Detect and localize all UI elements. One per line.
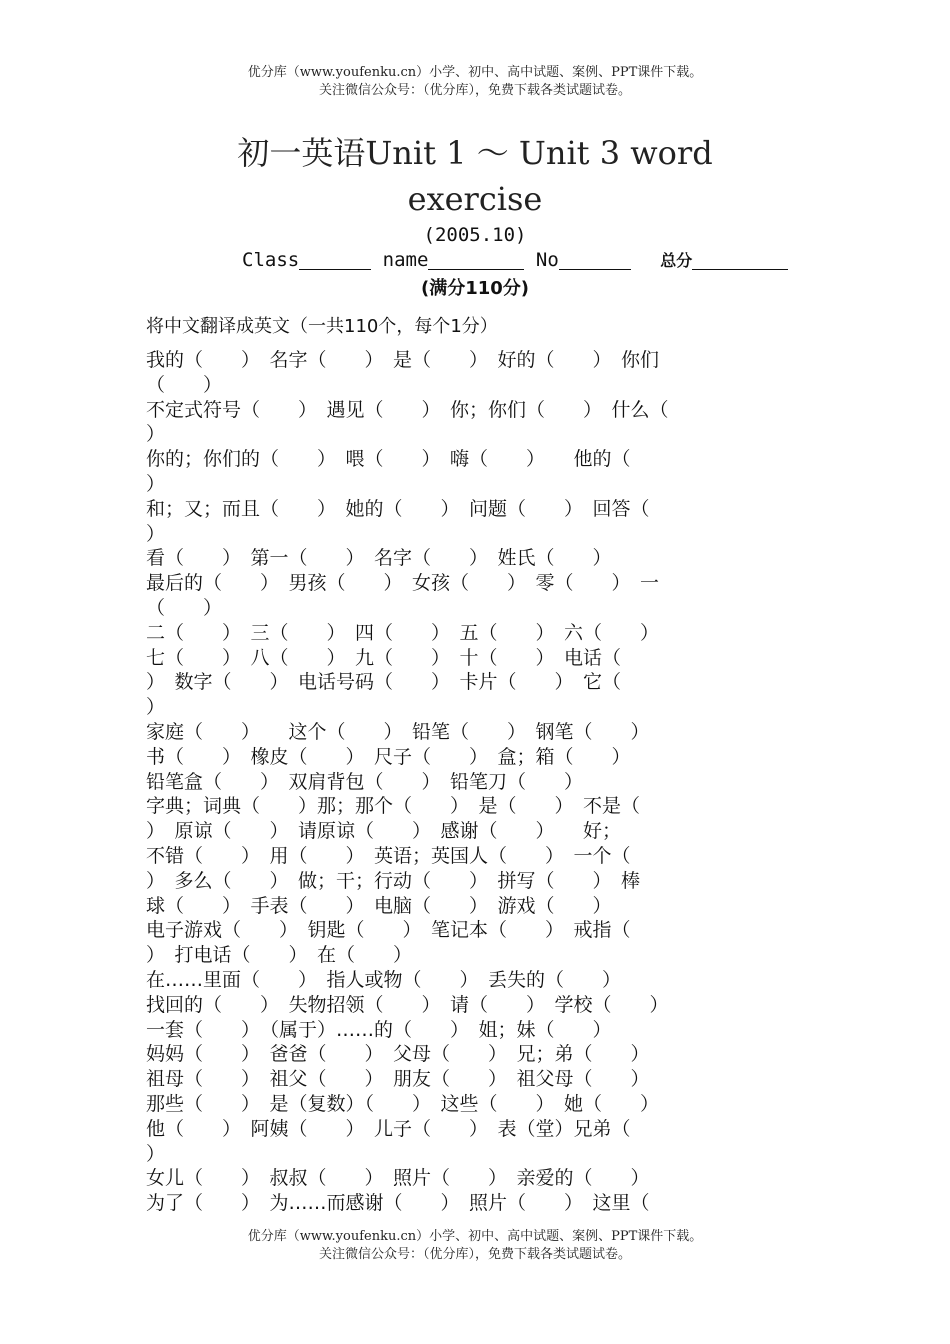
exercise-line[interactable]: 一套（ ） （属于）……的（ ） 姐；妹（ ） xyxy=(146,1018,612,1041)
exercise-line[interactable]: 你的；你们的（ ） 喂（ ） 嗨（ ） 他的（ xyxy=(146,448,631,471)
exercise-line[interactable]: 二（ ） 三（ ） 四（ ） 五（ ） 六（ ） xyxy=(146,621,660,644)
exercise-line[interactable]: ） 打电话（ ） 在（ ） xyxy=(146,944,413,967)
no-blank[interactable] xyxy=(559,249,631,270)
exercise-line[interactable]: 球（ ） 手表（ ） 电脑（ ） 游戏（ ） xyxy=(146,894,612,917)
full-score-note: (满分110分) xyxy=(420,278,530,299)
exercise-line[interactable]: 电子游戏（ ） 钥匙（ ） 笔记本（ ） 戒指（ xyxy=(146,919,631,942)
document-title-line-2: exercise xyxy=(407,180,543,218)
exercise-line[interactable]: ） xyxy=(146,423,166,446)
exercise-line[interactable]: 铅笔盒（ ） 双肩背包（ ） 铅笔刀（ ） xyxy=(146,770,584,793)
student-info-line xyxy=(242,248,812,271)
exercise-line[interactable]: 妈妈（ ） 爸爸（ ） 父母（ ） 兄；弟（ ） xyxy=(146,1043,650,1066)
exercise-line[interactable]: ） 数字（ ） 电话号码（ ） 卡片（ ） 它（ xyxy=(146,671,622,694)
class-blank[interactable] xyxy=(299,249,371,270)
name-label: name xyxy=(382,249,429,271)
exercise-line[interactable]: 祖母（ ） 祖父（ ） 朋友（ ） 祖父母（ ） xyxy=(146,1068,650,1091)
exercise-line[interactable]: 七（ ） 八（ ） 九（ ） 十（ ） 电话（ xyxy=(146,646,622,669)
header-line-2: 关注微信公众号：（优分库），免费下载各类试题试卷。 xyxy=(318,83,631,98)
exercise-line[interactable]: 书（ ） 橡皮（ ） 尺子（ ） 盒；箱（ ） xyxy=(146,745,631,768)
total-score-label: 总分 xyxy=(660,251,693,270)
exercise-body xyxy=(146,348,806,1216)
footer-line-1: 优分库（www.youfenku.cn）小学、初中、高中试题、案例、PPT课件下载。 xyxy=(247,1229,703,1244)
footer-line-2: 关注微信公众号：（优分库），免费下载各类试题试卷。 xyxy=(318,1247,631,1262)
exercise-line[interactable]: 和；又；而且（ ） 她的（ ） 问题（ ） 回答（ xyxy=(146,497,650,520)
exercise-line[interactable]: 不定式符号（ ） 遇见（ ） 你；你们（ ） 什么（ xyxy=(146,398,669,421)
exercise-line[interactable]: 那些（ ） 是（复数）（ ） 这些（ ） 她（ ） xyxy=(146,1092,660,1115)
exercise-line[interactable]: （ ） xyxy=(146,373,223,396)
exercise-line[interactable]: 为了（ ） 为……而感谢（ ） 照片（ ） 这里（ xyxy=(146,1192,650,1215)
exercise-line[interactable]: 看（ ） 第一（ ） 名字（ ） 姓氏（ ） xyxy=(146,547,612,570)
document-title-line-1: 初一英语Unit 1 ～ Unit 3 word xyxy=(237,134,713,172)
exercise-line[interactable]: 女儿（ ） 叔叔（ ） 照片（ ） 亲爱的（ ） xyxy=(146,1167,650,1190)
exercise-line[interactable]: ） xyxy=(146,696,166,719)
header-line-1: 优分库（www.youfenku.cn）小学、初中、高中试题、案例、PPT课件下载。 xyxy=(247,65,703,80)
exercise-line[interactable]: 找回的（ ） 失物招领（ ） 请（ ） 学校（ ） xyxy=(146,993,669,1016)
exercise-line[interactable]: ） xyxy=(146,472,166,495)
exercise-line[interactable]: 我的（ ） 名字（ ） 是（ ） 好的（ ） 你们 xyxy=(146,349,660,371)
exercise-line[interactable]: ） xyxy=(146,1142,166,1165)
page-footer xyxy=(0,1228,950,1264)
exercise-line[interactable]: ） 多么（ ） 做；干；行动（ ） 拼写（ ） 棒 xyxy=(146,869,641,892)
exam-date: (2005.10) xyxy=(423,224,527,246)
exercise-line[interactable]: （ ） xyxy=(146,596,223,619)
total-score-blank[interactable] xyxy=(692,249,788,270)
instruction-text: 将中文翻译成英文（一共110个，每个1分） xyxy=(146,316,498,337)
exercise-line[interactable]: ） xyxy=(146,522,166,545)
exercise-line[interactable]: 字典；词典（ ）那；那个（ ） 是（ ） 不是（ xyxy=(146,795,641,818)
exercise-line[interactable]: 最后的（ ） 男孩（ ） 女孩（ ） 零（ ） 一 xyxy=(146,572,660,595)
no-label: No xyxy=(535,249,559,271)
name-blank[interactable] xyxy=(428,249,524,270)
exercise-line[interactable]: 不错（ ） 用（ ） 英语；英国人（ ） 一个（ xyxy=(146,844,631,867)
page-header xyxy=(0,64,950,100)
exercise-line[interactable]: 家庭（ ） 这个（ ） 铅笔（ ） 钢笔（ ） xyxy=(146,720,650,743)
exercise-line[interactable]: 他（ ） 阿姨（ ） 儿子（ ） 表（堂）兄弟（ xyxy=(146,1117,631,1140)
exercise-line[interactable]: ） 原谅（ ） 请原谅（ ） 感谢（ ） 好； xyxy=(146,820,622,843)
exercise-line[interactable]: 在……里面（ ） 指人或物（ ） 丢失的（ ） xyxy=(146,968,622,991)
class-label: Class xyxy=(242,249,300,271)
